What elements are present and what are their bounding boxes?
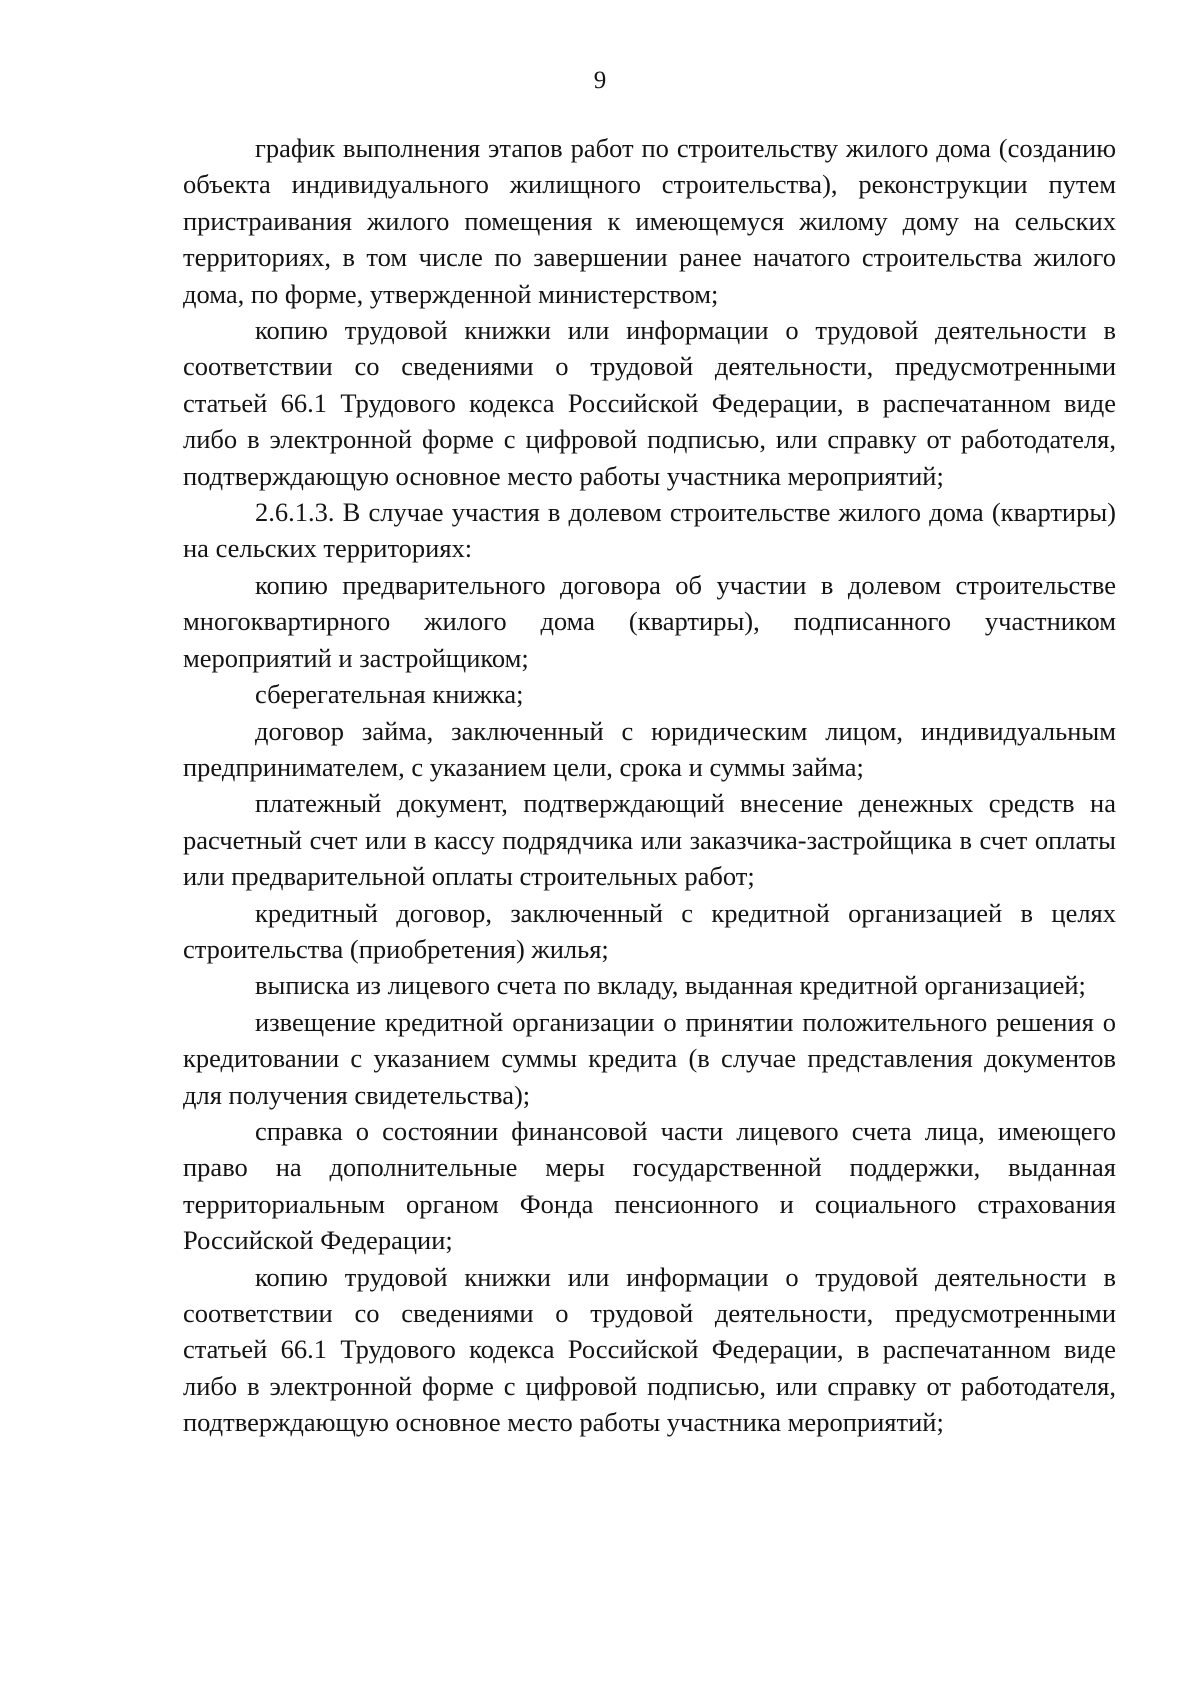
paragraph-work-record-copy: копию трудовой книжки или информации о трудовой деятельности в соответствии со сведениями о трудовой деятельности, предусмотренными статьей 66.1 Трудового кодекса Российской Федерации, в распечатанном виде либо в электронной форме с цифровой подписью, или справку от работодателя, подтверждающую основное место работы участника мероприятий; [183, 315, 1116, 491]
paragraph-work-record-copy-2: копию трудовой книжки или информации о трудовой деятельности в соответствии со сведениями о трудовой деятельности, предусмотренными статьей 66.1 Трудового кодекса Российской Федерации, в распечатанном виде либо в электронной форме с цифровой подписью, или справку от работодателя, подтверждающую основное место работы участника мероприятий; [183, 1261, 1116, 1438]
paragraph-construction-schedule: график выполнения этапов работ по строительству жилого дома (созданию объекта индивидуального жилищного строительства), реконструкции путем пристраивания жилого помещения к имеющемуся жилому дому на сельских территориях, в том числе по завершении ранее начатого строительства жилого дома, по форме, утвержденной министерством; [183, 133, 1116, 309]
paragraph-payment-document: платежный документ, подтверждающий внесение денежных средств на расчетный счет или в кассу подрядчика или заказчика-застройщика в счет оплаты или предварительной оплаты строительных работ; [183, 788, 1116, 892]
paragraph-preliminary-contract: копию предварительного договора об участии в долевом строительстве многоквартирного жилого дома (квартиры), подписанного участником мероприятий и застройщиком; [183, 569, 1116, 673]
paragraph-pension-fund-certificate: справка о состоянии финансовой части лицевого счета лица, имеющего право на дополнительные меры государственной поддержки, выданная территориальным органом Фонда пенсионного и социального страхования Российской Федерации; [183, 1115, 1116, 1256]
paragraph-credit-agreement: кредитный договор, заключенный с кредитной организацией в целях строительства (приобретения) жилья; [183, 897, 1116, 964]
paragraph-section-2-6-1-3: 2.6.1.3. В случае участия в долевом строительстве жилого дома (квартиры) на сельских территориях: [183, 497, 1116, 564]
paragraph-savings-book: сберегательная книжка; [255, 679, 524, 710]
paragraph-loan-agreement: договор займа, заключенный с юридическим лицом, индивидуальным предпринимателем, с указанием цели, срока и суммы займа; [183, 715, 1116, 782]
paragraph-account-statement: выписка из лицевого счета по вкладу, выданная кредитной организацией; [255, 970, 1086, 1001]
page-number: 9 [593, 67, 607, 94]
document-body [183, 130, 1116, 1441]
paragraph-credit-notice: извещение кредитной организации о принятии положительного решения о кредитовании с указанием суммы кредита (в случае представления документов для получения свидетельства); [183, 1006, 1116, 1110]
